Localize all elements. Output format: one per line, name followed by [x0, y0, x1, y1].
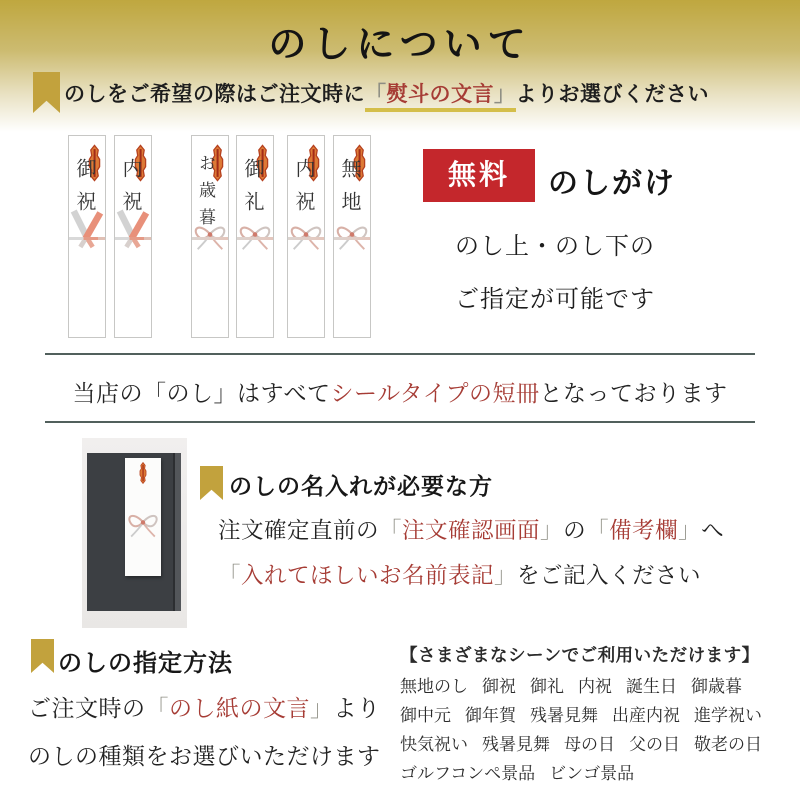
occasion-item: 快気祝い [400, 735, 468, 754]
bow-knot-icon [192, 212, 228, 256]
occasions-line [400, 707, 794, 725]
occasion-item: 母の日 [564, 735, 615, 754]
noshi-paper-wording-ref: のし紙の文言 [169, 696, 310, 721]
strip-label: 内祝 [119, 158, 141, 224]
occasion-item: ゴルフコンペ景品 [400, 764, 536, 783]
ribbon-band [192, 237, 228, 240]
noshi-strip-uchiiwai-2 [287, 135, 325, 338]
occasion-item: 誕生日 [626, 677, 677, 696]
photo-noshi-strip [125, 458, 161, 576]
divider-bottom [45, 421, 755, 423]
seal-type-note: 当店の「のし」はすべてシールタイプの短冊となっております [72, 381, 728, 406]
howto-line1: ご注文時の「のし紙の文言」より [28, 696, 381, 721]
bow-knot-icon [237, 212, 273, 256]
top-note-post: よりお選びください [515, 82, 709, 106]
naire-heading: のしの名入れが必要な方 [229, 474, 493, 499]
top-note-pre: のしをご希望の際はご注文時に [64, 82, 365, 106]
noshigake-line1: のし上・のし下の [455, 234, 655, 260]
strip-label: 御祝 [73, 158, 95, 224]
noshi-strip-oiwai [68, 135, 106, 338]
occasion-item: 内祝 [578, 677, 612, 696]
bow-knot-icon [334, 212, 370, 256]
free-badge: 無料 [423, 149, 535, 202]
strip-label: 御礼 [241, 158, 263, 224]
divider-top [45, 353, 755, 355]
name-entry-ref: 入れてほしいお名前表記 [241, 563, 495, 588]
musubikiri-ribbon-icon [69, 206, 105, 252]
strip-label: 内祝 [292, 158, 314, 224]
occasion-item: 残暑見舞 [482, 735, 550, 754]
seal-note-highlight: シールタイプの短冊 [330, 381, 540, 406]
occasions-block [400, 642, 794, 783]
occasions-heading: 【さまざまなシーンでご利用いただけます】 [400, 645, 760, 665]
occasion-item: 敬老の日 [694, 735, 762, 754]
gift-box-photo [82, 438, 187, 628]
noshi-strip-oseibo [191, 135, 229, 338]
occasion-item: 無地のし [400, 677, 468, 696]
musubikiri-ribbon-icon [115, 206, 151, 252]
occasion-item: 御祝 [482, 677, 516, 696]
howto-line2: のしの種類をお選びいただけます [28, 744, 381, 769]
occasion-item: 御礼 [530, 677, 564, 696]
occasion-item: 御年賀 [465, 706, 516, 725]
top-note [64, 78, 776, 108]
noshigake-line2: ご指定が可能です [455, 287, 655, 313]
occasion-item: ビンゴ景品 [549, 764, 635, 783]
howto-heading: のしの指定方法 [58, 651, 233, 677]
page-title: のしについて [268, 24, 532, 66]
occasion-item: 父の日 [629, 735, 680, 754]
ribbon-band [69, 237, 105, 240]
noshi-strip-orei [236, 135, 274, 338]
gift-box [87, 453, 181, 611]
bookmark-ribbon-icon [200, 466, 223, 500]
noshi-strip-muji [333, 135, 371, 338]
occasion-item: 御歳暮 [691, 677, 742, 696]
occasion-item: 出産内祝 [612, 706, 680, 725]
noshi-ornament-icon [139, 462, 147, 484]
noshigake-title: のしがけ [548, 167, 676, 200]
ribbon-band [237, 237, 273, 240]
naire-line1: 注文確定直前の「注文確認画面」の「備考欄」へ [218, 518, 725, 543]
noshi-strip-uchiiwai-1 [114, 135, 152, 338]
occasions-line [400, 736, 794, 754]
top-note-highlight: 熨斗の文言 [386, 82, 494, 106]
ribbon-band [288, 237, 324, 240]
ribbon-band [115, 237, 151, 240]
strip-label: 無地 [338, 158, 360, 224]
bookmark-ribbon-icon [31, 639, 54, 673]
occasion-item: 御中元 [400, 706, 451, 725]
bow-knot-icon [288, 212, 324, 256]
occasions-line [400, 678, 794, 696]
bow-knot-icon [125, 502, 161, 542]
ribbon-band [334, 237, 370, 240]
order-confirm-screen-ref: 注文確認画面 [402, 518, 541, 543]
strip-label: お歳暮 [196, 154, 215, 235]
noshi-wording-link: 「熨斗の文言」 [365, 82, 516, 112]
occasions-line [400, 765, 794, 783]
naire-line2: 「入れてほしいお名前表記」をご記入ください [218, 563, 702, 588]
occasion-item: 残暑見舞 [530, 706, 598, 725]
occasion-item: 進学祝い [694, 706, 762, 725]
remarks-field-ref: 備考欄 [609, 518, 679, 543]
